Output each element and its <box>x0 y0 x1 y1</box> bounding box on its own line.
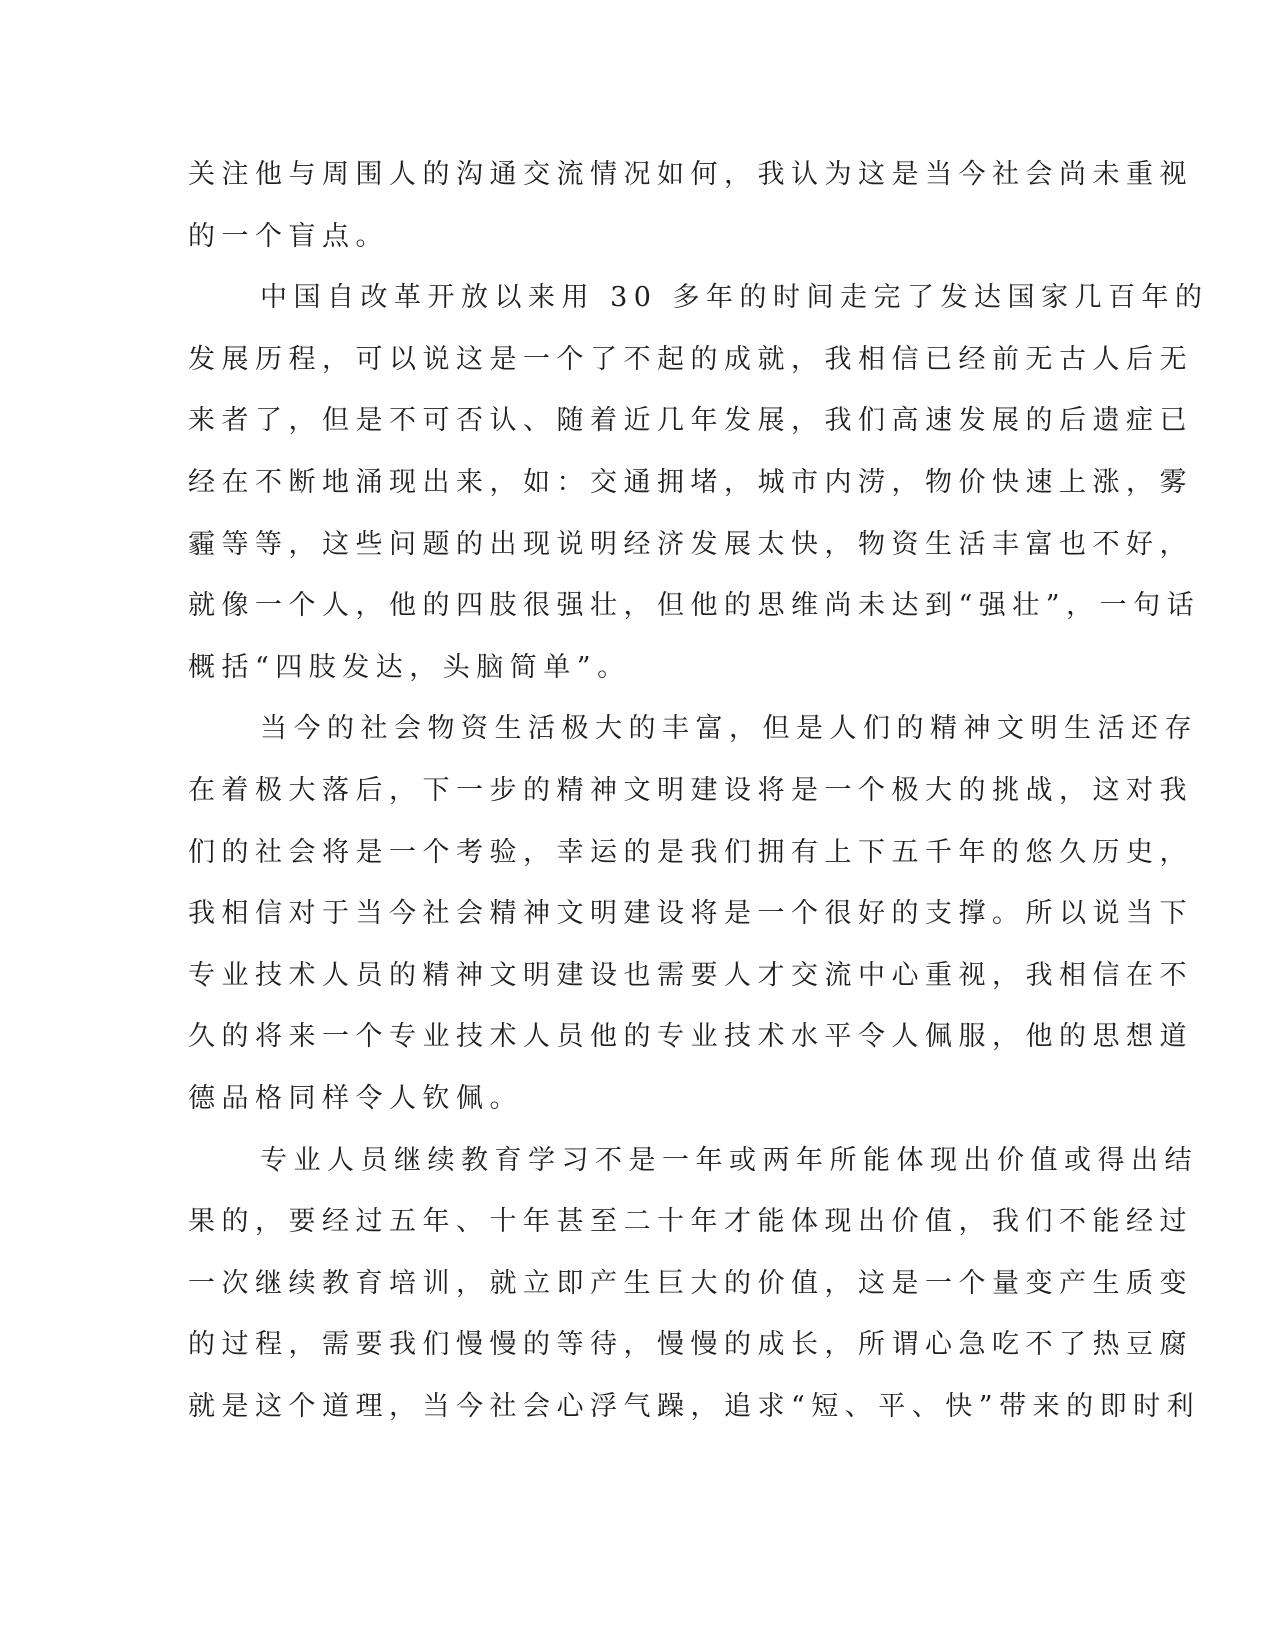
paragraph-4 <box>188 1144 1201 1422</box>
text-line: 专业人员继续教育学习不是一年或两年所能体现出价值或得出结 <box>260 1144 1198 1176</box>
text-line: 的过程，需要我们慢慢的等待，慢慢的成长，所谓心急吃不了热豆腐 <box>188 1329 1193 1361</box>
text-line: 当今的社会物资生活极大的丰富，但是人们的精神文明生活还存 <box>260 713 1198 745</box>
text-line: 经在不断地涌现出来，如：交通拥堵，城市内涝，物价快速上涨，雾 <box>188 466 1193 498</box>
paragraph-2 <box>188 282 1209 683</box>
text-line: 来者了，但是不可否认、随着近几年发展，我们高速发展的后遗症已 <box>188 405 1193 437</box>
text-line: 们的社会将是一个考验，幸运的是我们拥有上下五千年的悠久历史， <box>188 836 1193 868</box>
paragraph-3 <box>188 713 1198 1114</box>
text-line: 概括“四肢发达，头脑简单”。 <box>188 651 631 683</box>
body-text <box>188 159 1209 1453</box>
text-line: 我相信对于当今社会精神文明建设将是一个很好的支撑。所以说当下 <box>188 898 1193 930</box>
text-line: 关注他与周围人的沟通交流情况如何，我认为这是当今社会尚未重视 <box>188 159 1193 190</box>
text-line: 中国自改革开放以来用 30 多年的时间走完了发达国家几百年的 <box>260 282 1209 314</box>
text-line: 久的将来一个专业技术人员他的专业技术水平令人佩服，他的思想道 <box>188 1021 1193 1053</box>
text-line: 一次继续教育培训，就立即产生巨大的价值，这是一个量变产生质变 <box>188 1267 1193 1299</box>
text-line: 就是这个道理，当今社会心浮气躁，追求“短、平、快”带来的即时利 <box>188 1390 1201 1422</box>
paragraph-1 <box>188 159 1193 252</box>
text-line: 果的，要经过五年、十年甚至二十年才能体现出价值，我们不能经过 <box>188 1206 1193 1238</box>
text-line: 专业技术人员的精神文明建设也需要人才交流中心重视，我相信在不 <box>188 959 1193 991</box>
text-line: 德品格同样令人钦佩。 <box>188 1082 523 1114</box>
text-line: 就像一个人，他的四肢很强壮，但他的思维尚未达到“强壮”，一句话 <box>188 590 1201 622</box>
text-line: 霾等等，这些问题的出现说明经济发展太快，物资生活丰富也不好， <box>188 528 1193 560</box>
text-line: 发展历程，可以说这是一个了不起的成就，我相信已经前无古人后无 <box>188 343 1193 375</box>
text-line: 在着极大落后，下一步的精神文明建设将是一个极大的挑战，这对我 <box>188 774 1193 806</box>
text-line: 的一个盲点。 <box>188 220 389 252</box>
